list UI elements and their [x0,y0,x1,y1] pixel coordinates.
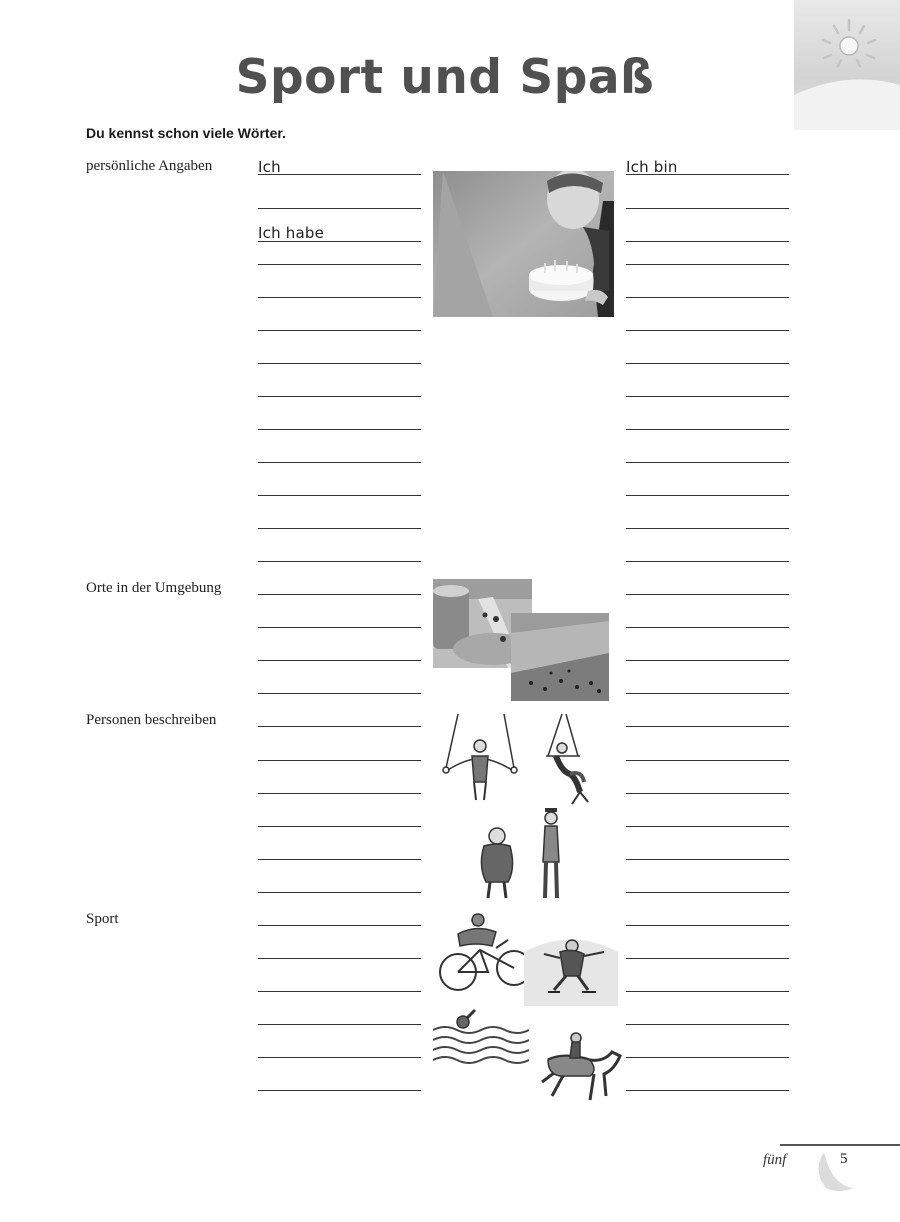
left-writing-line [258,693,421,694]
tall-man-drawing [535,806,567,902]
footer-rule [780,1144,900,1146]
left-writing-line [258,1090,421,1091]
left-writing-line [258,991,421,992]
category-describe-people: Personen beschreiben [86,712,217,728]
left-writing-line [258,264,421,265]
category-places: Orte in der Umgebung [86,580,222,596]
right-writing-line [626,396,789,397]
left-writing-line [258,174,421,175]
left-writing-line [258,660,421,661]
page-title: Sport und Spaß [235,50,655,105]
left-writing-line [258,925,421,926]
left-writing-line [258,208,421,209]
left-writing-line [258,363,421,364]
left-writing-line [258,627,421,628]
moon-decoration [810,1148,860,1192]
ice-skater-drawing [524,932,618,1006]
right-writing-line [626,462,789,463]
prompt-ich-bin: Ich bin [626,158,678,176]
left-writing-line [258,396,421,397]
left-writing-line [258,760,421,761]
right-writing-line [626,264,789,265]
right-writing-line [626,1024,789,1025]
right-writing-line [626,726,789,727]
right-writing-line [626,760,789,761]
gymnast-rings-drawing [438,712,523,804]
right-writing-line [626,561,789,562]
right-writing-line [626,660,789,661]
left-writing-line [258,241,421,242]
right-writing-line [626,859,789,860]
left-writing-line [258,495,421,496]
right-writing-line [626,826,789,827]
swimmer-drawing [433,1008,529,1072]
left-writing-line [258,859,421,860]
left-writing-line [258,561,421,562]
left-writing-line [258,958,421,959]
left-writing-line [258,330,421,331]
right-writing-line [626,793,789,794]
right-writing-line [626,958,789,959]
page-number: 5 [840,1151,848,1167]
cyclist-drawing [436,910,534,996]
beach-photo [511,613,609,701]
short-man-drawing [470,824,520,900]
right-writing-line [626,330,789,331]
trapeze-drawing [532,712,614,808]
left-writing-line [258,826,421,827]
left-writing-line [258,594,421,595]
category-personal-info: persönliche Angaben [86,158,213,174]
right-writing-line [626,925,789,926]
page-number-word: fünf [763,1152,787,1168]
left-writing-line [258,528,421,529]
birthday-boy-photo [433,171,614,317]
right-writing-line [626,991,789,992]
left-writing-line [258,462,421,463]
right-writing-line [626,594,789,595]
right-writing-line [626,363,789,364]
right-writing-line [626,1057,789,1058]
right-writing-line [626,429,789,430]
left-writing-line [258,297,421,298]
right-writing-line [626,495,789,496]
left-writing-line [258,1024,421,1025]
right-writing-line [626,693,789,694]
right-writing-line [626,241,789,242]
right-writing-line [626,1090,789,1091]
horse-rider-drawing [534,1030,624,1108]
left-writing-line [258,429,421,430]
left-writing-line [258,793,421,794]
prompt-ich-habe: Ich habe [258,224,324,242]
right-writing-line [626,892,789,893]
left-writing-line [258,892,421,893]
right-writing-line [626,528,789,529]
right-writing-line [626,208,789,209]
right-writing-line [626,297,789,298]
right-writing-line [626,174,789,175]
right-writing-line [626,627,789,628]
left-writing-line [258,1057,421,1058]
left-writing-line [258,726,421,727]
category-sport: Sport [86,911,119,927]
prompt-ich: Ich [258,158,281,176]
page-subtitle: Du kennst schon viele Wörter. [86,125,286,141]
